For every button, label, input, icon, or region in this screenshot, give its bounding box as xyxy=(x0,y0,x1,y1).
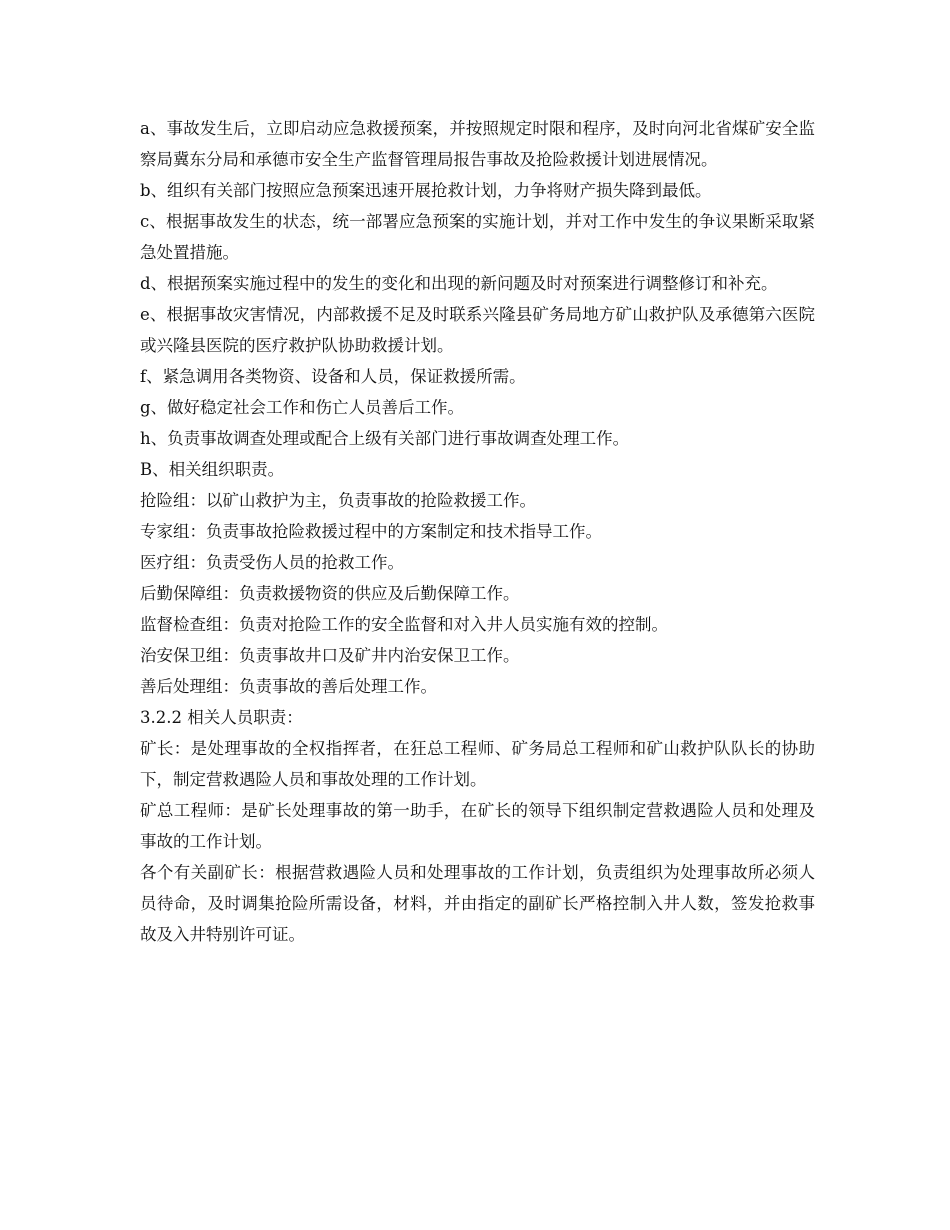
role-rescue-team: 抢险组：以矿山救护为主，负责事故的抢险救援工作。 xyxy=(140,491,536,510)
role-expert-team: 专家组：负责事故抢险救援过程中的方案制定和技术指导工作。 xyxy=(140,522,602,541)
paragraph-a: a、事故发生后，立即启动应急救援预案，并按照规定时限和程序，及时向河北省煤矿安全监察局冀东分局和承德市安全生产监督管理局报告事故及抢险救援计划进展情况。 xyxy=(140,119,815,169)
duty-chief-engineer: 矿总工程师：是矿长处理事故的第一助手，在矿长的领导下组织制定营救遇险人员和处理及事故的工作计划。 xyxy=(140,801,815,851)
role-logistics-team: 后勤保障组：负责救援物资的供应及后勤保障工作。 xyxy=(140,584,520,603)
paragraph-e: e、根据事故灾害情况，内部救援不足及时联系兴隆县矿务局地方矿山救护队及承德第六医院或兴隆县医院的医疗救护队协助救援计划。 xyxy=(140,305,815,355)
paragraph-b: b、组织有关部门按照应急预案迅速开展抢救计划，力争将财产损失降到最低。 xyxy=(140,181,712,200)
role-security-team: 治安保卫组：负责事故井口及矿井内治安保卫工作。 xyxy=(140,646,520,665)
paragraph-d: d、根据预案实施过程中的发生的变化和出现的新问题及时对预案进行调整修订和补充。 xyxy=(140,274,778,293)
role-medical-team: 医疗组：负责受伤人员的抢救工作。 xyxy=(140,553,404,572)
duty-deputy-directors: 各个有关副矿长：根据营救遇险人员和处理事故的工作计划，负责组织为处理事故所必须人员待命，及时调集抢险所需设备，材料，并由指定的副矿长严格控制入井人数，签发抢救事故及入井特别许可证。 xyxy=(140,863,815,944)
paragraph-g: g、做好稳定社会工作和伤亡人员善后工作。 xyxy=(140,398,465,417)
section-heading-b: B、相关组织职责。 xyxy=(140,460,285,479)
paragraph-f: f、紧急调用各类物资、设备和人员，保证救援所需。 xyxy=(140,367,526,386)
paragraph-h: h、负责事故调查处理或配合上级有关部门进行事故调查处理工作。 xyxy=(140,429,630,448)
section-heading-3-2-2: 3.2.2 相关人员职责： xyxy=(140,708,303,727)
role-supervision-team: 监督检查组：负责对抢险工作的安全监督和对入井人员实施有效的控制。 xyxy=(140,615,668,634)
document-body xyxy=(140,113,815,950)
role-aftermath-team: 善后处理组：负责事故的善后处理工作。 xyxy=(140,677,437,696)
duty-mine-director: 矿长：是处理事故的全权指挥者，在狂总工程师、矿务局总工程师和矿山救护队队长的协助下，制定营救遇险人员和事故处理的工作计划。 xyxy=(140,739,815,789)
paragraph-c: c、根据事故发生的状态，统一部署应急预案的实施计划，并对工作中发生的争议果断采取紧急处置措施。 xyxy=(140,212,815,262)
